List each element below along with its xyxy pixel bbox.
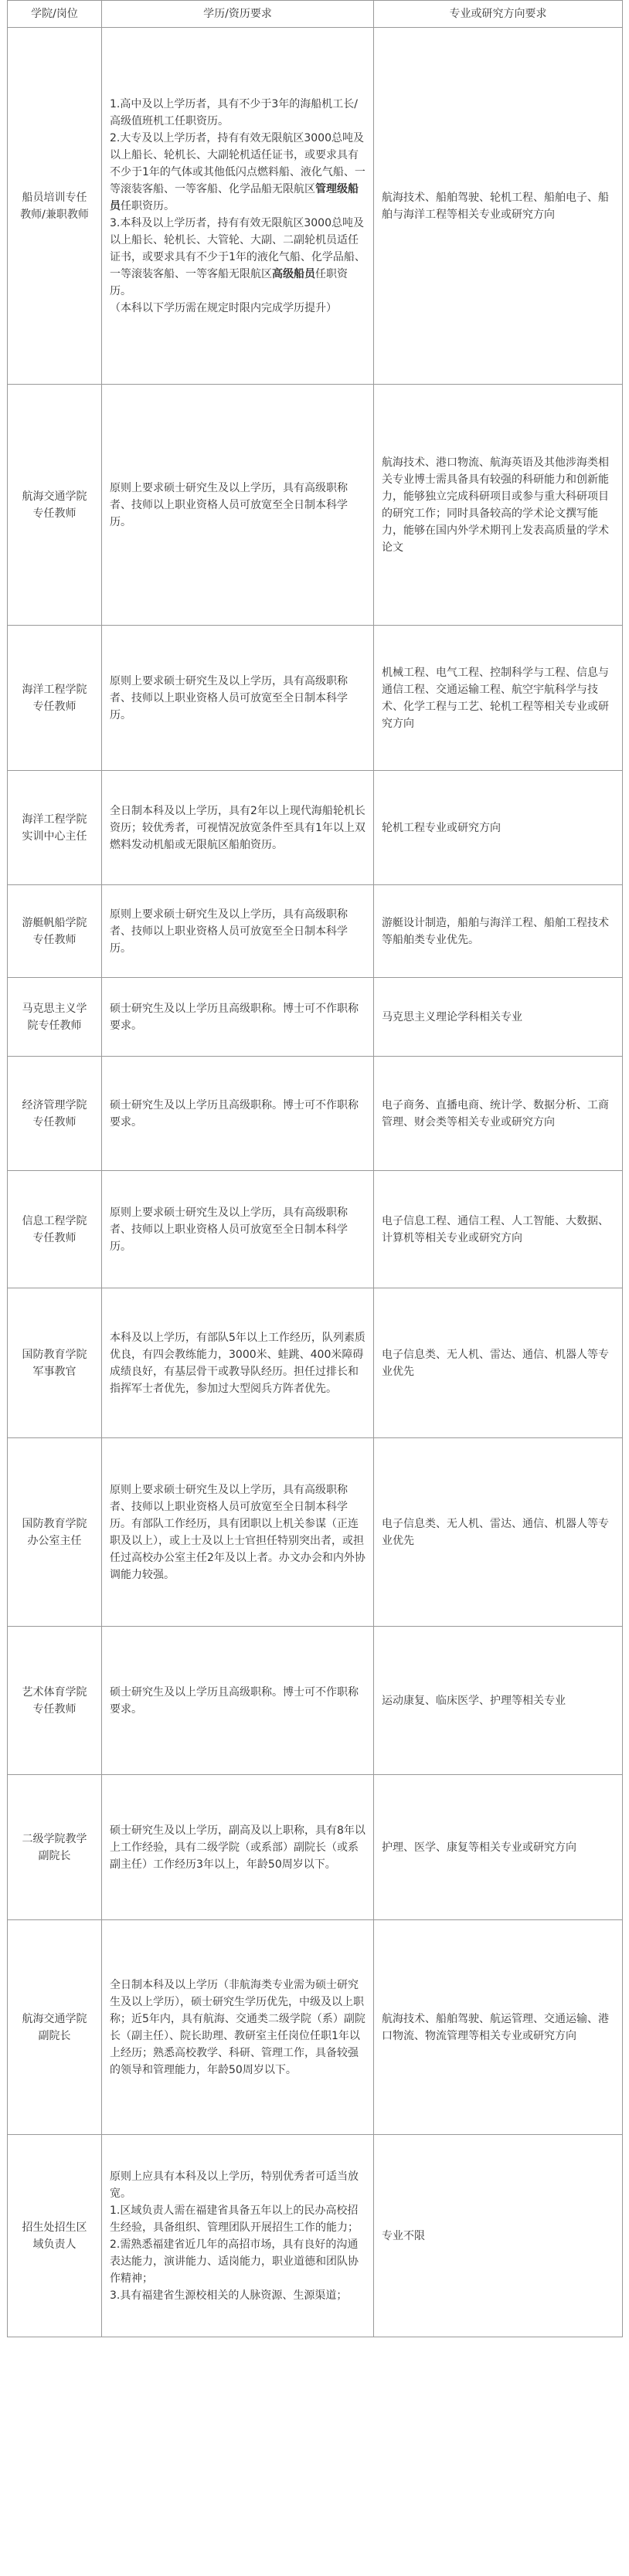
position-cell: 经济管理学院专任教师 [8, 1057, 102, 1171]
position-cell: 船员培训专任教师/兼职教师 [8, 28, 102, 385]
requirement-line: 硕士研究生及以上学历且高级职称。博士可不作职称要求。 [110, 1002, 359, 1032]
major-cell: 游艇设计制造，船舶与海洋工程、船舶工程技术等船舶类专业优先。 [374, 885, 623, 978]
requirements-cell [102, 1057, 374, 1171]
table-row [8, 1057, 623, 1171]
requirement-line: 硕士研究生及以上学历且高级职称。博士可不作职称要求。 [110, 1098, 359, 1128]
major-cell: 护理、医学、康复等相关专业或研究方向 [374, 1775, 623, 1920]
requirement-line: 2.大专及以上学历者，持有有效无限航区3000总吨及以上船长、轮机长、大副轮机适任证书，或要求具有不少于1年的气体或其他低闪点燃料船、液化气船、一等滚装客船、一等客船、化学品船无限航区管理级船员任职资历。 [110, 131, 366, 212]
major-cell: 专业不限 [374, 2135, 623, 2337]
requirement-line: 原则上要求硕士研究生及以上学历，具有高级职称者、技师以上职业资格人员可放宽至全日制本科学历。 [110, 1206, 348, 1253]
requirement-line: 原则上应具有本科及以上学历，特别优秀者可适当放宽。 [110, 2170, 359, 2200]
position-cell: 游艇帆船学院专任教师 [8, 885, 102, 978]
table-header-row [8, 1, 623, 28]
requirement-line: 全日制本科及以上学历，具有2年以上现代海船轮机长资历；较优秀者，可视情况放宽条件至具有1年以上双燃料发动机船或无限航区船舶资历。 [110, 804, 366, 851]
requirement-line: （本科以下学历需在规定时限内完成学历提升） [110, 301, 337, 314]
table-row [8, 1775, 623, 1920]
major-cell: 电子信息类、无人机、雷达、通信、机器人等专业优先 [374, 1438, 623, 1627]
requirements-cell [102, 978, 374, 1057]
major-cell: 运动康复、临床医学、护理等相关专业 [374, 1627, 623, 1775]
requirements-cell [102, 771, 374, 885]
position-cell: 航海交通学院副院长 [8, 1920, 102, 2135]
position-cell: 艺术体育学院专任教师 [8, 1627, 102, 1775]
requirements-cell [102, 2135, 374, 2337]
position-cell: 海洋工程学院专任教师 [8, 626, 102, 771]
requirement-line: 3.具有福建省生源校相关的人脉资源、生源渠道； [110, 2289, 348, 2302]
position-cell: 信息工程学院专任教师 [8, 1171, 102, 1288]
requirements-cell [102, 1438, 374, 1627]
header-major: 专业或研究方向要求 [374, 1, 623, 28]
position-cell: 招生处招生区域负责人 [8, 2135, 102, 2337]
major-cell: 马克思主义理论学科相关专业 [374, 978, 623, 1057]
requirements-cell [102, 1627, 374, 1775]
position-cell: 国防教育学院办公室主任 [8, 1438, 102, 1627]
recruitment-table [7, 0, 623, 2337]
header-requirements: 学历/资历要求 [102, 1, 374, 28]
table-row [8, 1920, 623, 2135]
requirements-cell [102, 1775, 374, 1920]
requirements-cell [102, 1920, 374, 2135]
position-cell: 海洋工程学院实训中心主任 [8, 771, 102, 885]
table-row [8, 885, 623, 978]
table-row [8, 1171, 623, 1288]
requirements-cell [102, 1288, 374, 1438]
major-cell: 电子信息工程、通信工程、人工智能、大数据、计算机等相关专业或研究方向 [374, 1171, 623, 1288]
requirement-line: 原则上要求硕士研究生及以上学历，具有高级职称者、技师以上职业资格人员可放宽至全日制本科学历。有部队工作经历，具有团职以上机关参谋（正连职及以上），或上士及以上士官担任特别突出者，或担任过高校办公室主任2年及以上者。办文办会和内外协调能力较强。 [110, 1483, 366, 1581]
requirement-line: 全日制本科及以上学历（非航海类专业需为硕士研究生及以上学历），硕士研究生学历优先，中级及以上职称；近5年内，具有航海、交通类二级学院（系）副院长（副主任）、院长助理、教研室主任岗位任职1年以上经历；熟悉高校教学、科研、管理工作，具备较强的领导和管理能力，年龄50周岁以下。 [110, 1978, 366, 2076]
table-row [8, 1438, 623, 1627]
requirement-line: 原则上要求硕士研究生及以上学历，具有高级职称者、技师以上职业资格人员可放宽至全日制本科学历。 [110, 674, 348, 721]
major-cell: 航海技术、船舶驾驶、航运管理、交通运输、港口物流、物流管理等相关专业或研究方向 [374, 1920, 623, 2135]
requirement-line: 2.需熟悉福建省近几年的高招市场，具有良好的沟通表达能力，演讲能力、适岗能力，职业道德和团队协作精神； [110, 2238, 359, 2285]
position-cell: 二级学院教学副院长 [8, 1775, 102, 1920]
major-cell: 机械工程、电气工程、控制科学与工程、信息与通信工程、交通运输工程、航空宇航科学与技术、化学工程与工艺、轮机工程等相关专业或研究方向 [374, 626, 623, 771]
requirements-cell [102, 385, 374, 626]
header-position: 学院/岗位 [8, 1, 102, 28]
major-cell: 航海技术、船舶驾驶、轮机工程、船舶电子、船舶与海洋工程等相关专业或研究方向 [374, 28, 623, 385]
major-cell: 轮机工程专业或研究方向 [374, 771, 623, 885]
requirement-line: 本科及以上学历，有部队5年以上工作经历，队列素质优良，有四会教练能力，3000米、蛙跳、400米障碍成绩良好，有基层骨干或教导队经历。担任过排长和指挥军士者优先，参加过大型阅兵方阵者优先。 [110, 1331, 366, 1395]
table-row [8, 2135, 623, 2337]
requirement-line: 1.高中及以上学历者，具有不少于3年的海船机工长/高级值班机工任职资历。 [110, 97, 358, 127]
requirement-line: 原则上要求硕士研究生及以上学历，具有高级职称者、技师以上职业资格人员可放宽至全日制本科学历。 [110, 481, 348, 528]
requirement-line: 硕士研究生及以上学历，副高及以上职称，具有8年以上工作经验，具有二级学院（或系部）副院长（或系副主任）工作经历3年以上，年龄50周岁以下。 [110, 1824, 366, 1871]
requirement-line: 硕士研究生及以上学历且高级职称。博士可不作职称要求。 [110, 1685, 359, 1716]
requirements-cell [102, 1171, 374, 1288]
requirements-cell [102, 626, 374, 771]
requirement-line: 3.本科及以上学历者，持有有效无限航区3000总吨及以上船长、轮机长、大管轮、大副、二副轮机员适任证书，或要求具有不少于1年的液化气船、化学品船、一等滚装客船、一等客船无限航区高级船员任职资历。 [110, 216, 366, 297]
major-cell: 航海技术、港口物流、航海英语及其他涉海类相关专业博士需具备具有较强的科研能力和创新能力，能够独立完成科研项目或参与重大科研项目的研究工作；同时具备较高的学术论文撰写能力，能够在国内外学术期刊上发表高质量的学术论文 [374, 385, 623, 626]
table-row [8, 28, 623, 385]
requirements-cell [102, 885, 374, 978]
table-row [8, 771, 623, 885]
major-cell: 电子信息类、无人机、雷达、通信、机器人等专业优先 [374, 1288, 623, 1438]
requirement-line: 原则上要求硕士研究生及以上学历，具有高级职称者、技师以上职业资格人员可放宽至全日制本科学历。 [110, 908, 348, 955]
table-row [8, 626, 623, 771]
major-cell: 电子商务、直播电商、统计学、数据分析、工商管理、财会类等相关专业或研究方向 [374, 1057, 623, 1171]
table-row [8, 385, 623, 626]
table-row [8, 1288, 623, 1438]
position-cell: 国防教育学院军事教官 [8, 1288, 102, 1438]
table-row [8, 1627, 623, 1775]
requirements-cell [102, 28, 374, 385]
position-cell: 马克思主义学院专任教师 [8, 978, 102, 1057]
requirement-line: 1.区域负责人需在福建省具备五年以上的民办高校招生经验，具备组织、管理团队开展招生工作的能力； [110, 2204, 359, 2234]
position-cell: 航海交通学院专任教师 [8, 385, 102, 626]
table-row [8, 978, 623, 1057]
